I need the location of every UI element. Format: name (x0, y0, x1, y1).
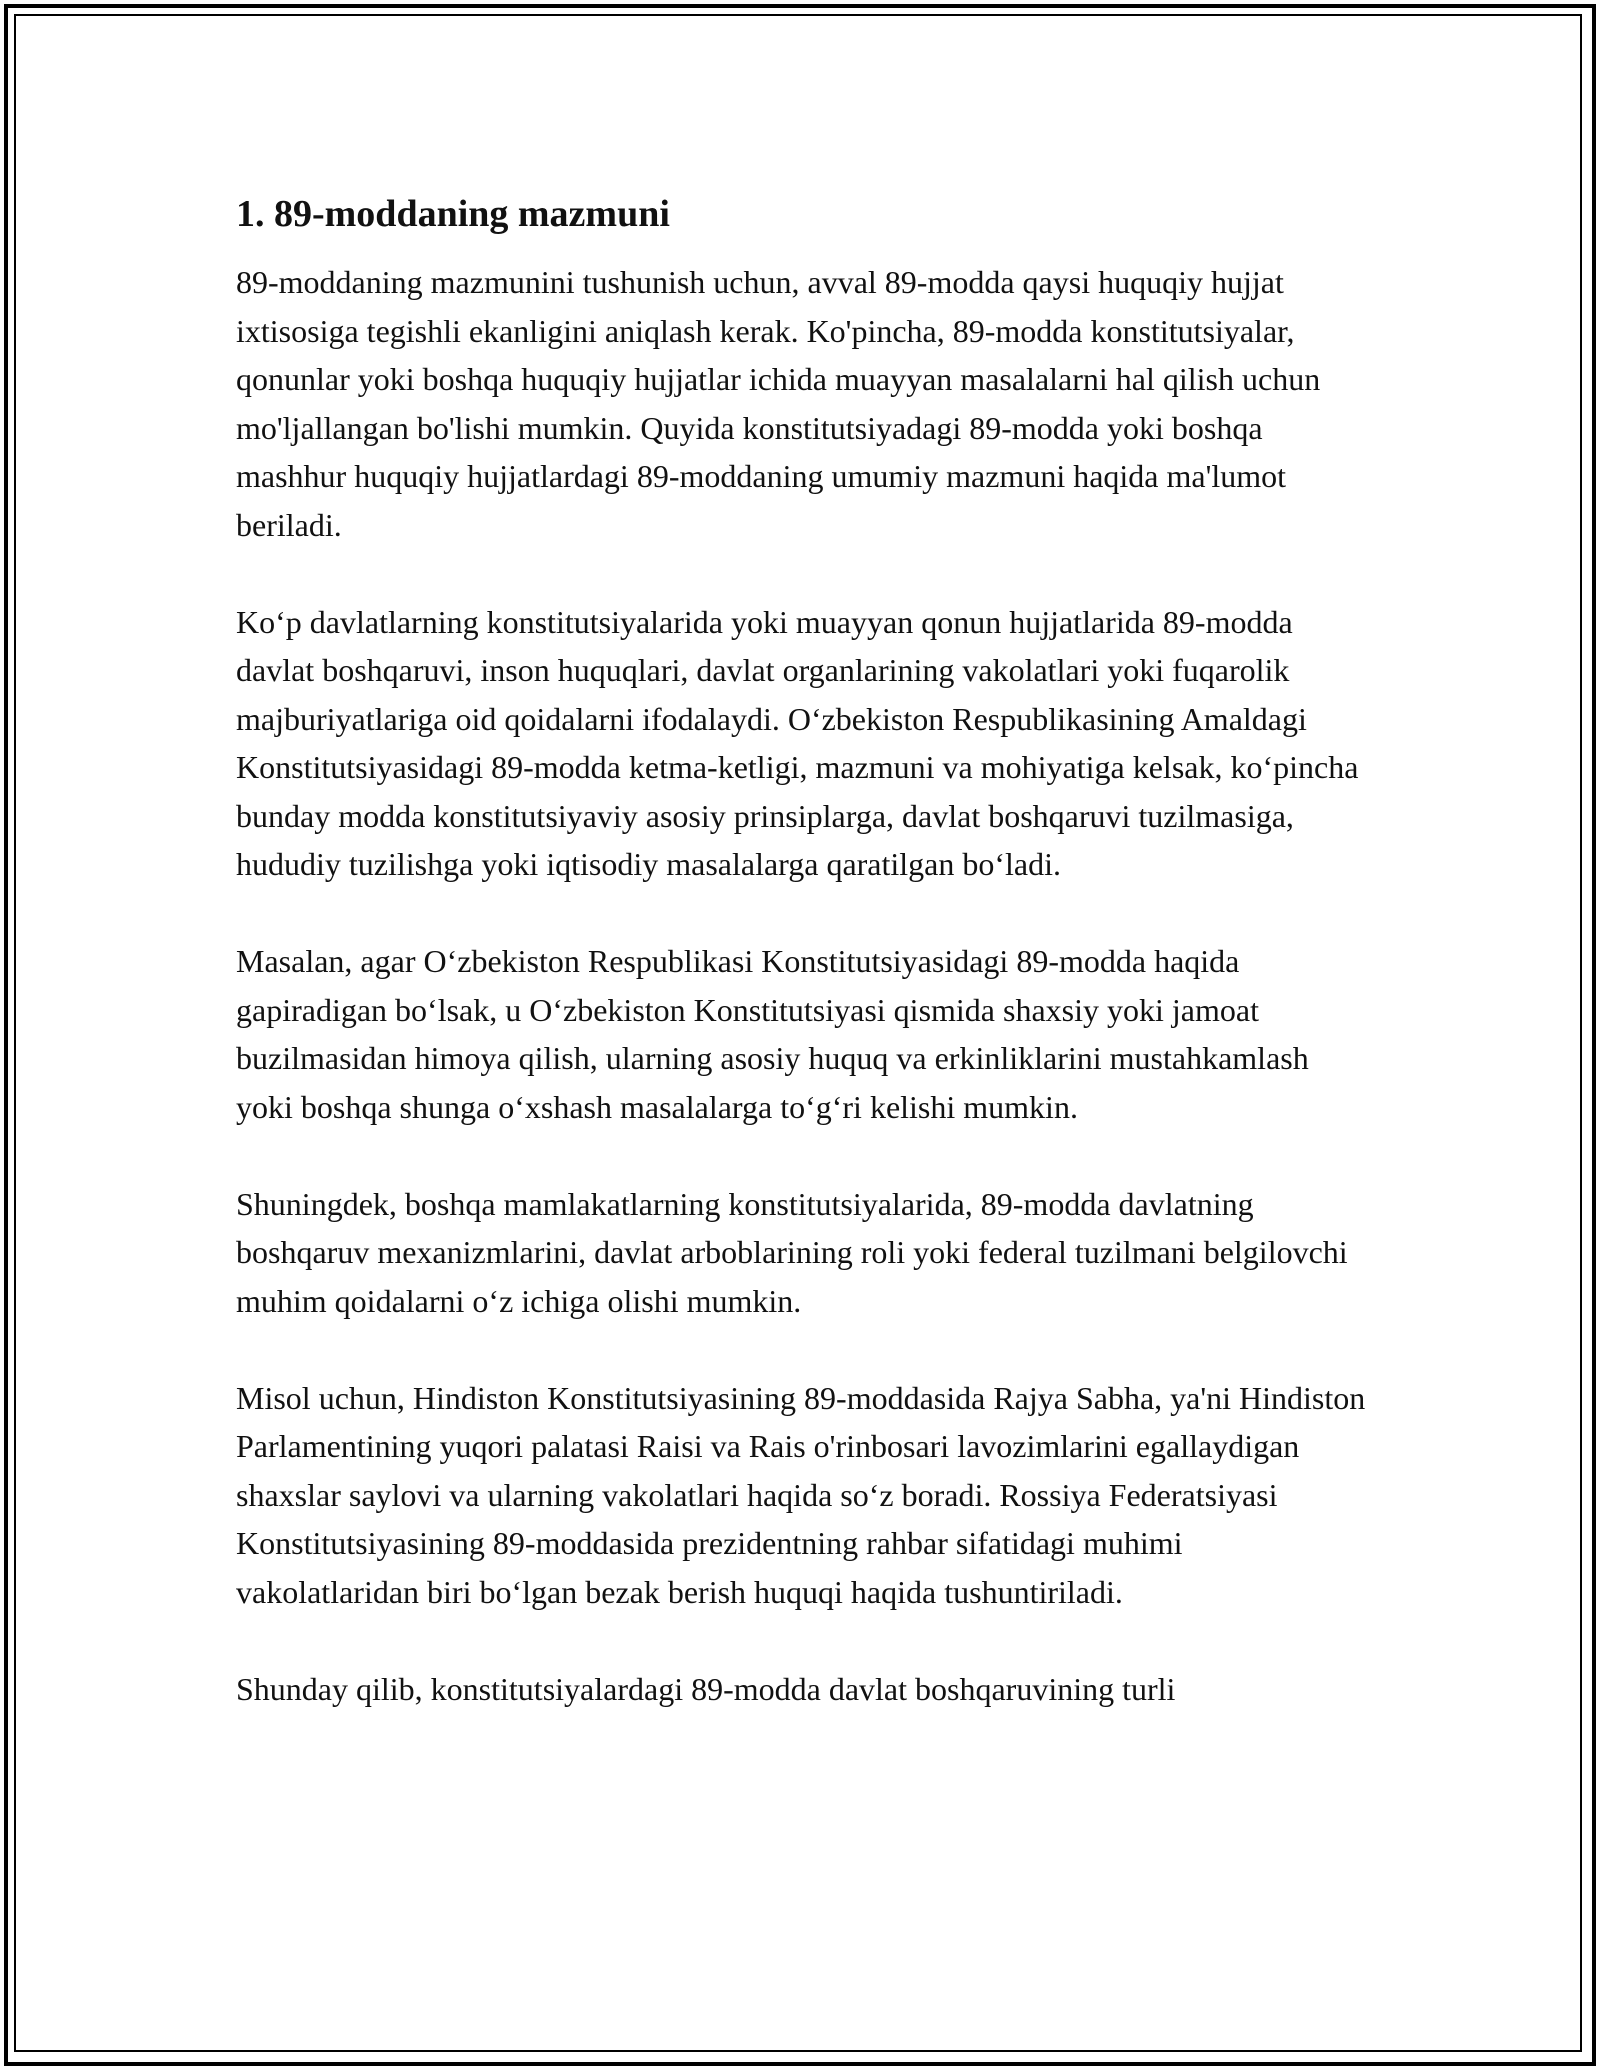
paragraph-2: Koʻp davlatlarning konstitutsiyalarida yoki muayyan qonun hujjatlarida 89-modda davlat boshqaruvi, inson huquqlari, davlat organlarining vakolatlari yoki fuqarolik majburiyatlariga oid qoidalarni ifodalaydi. Oʻzbekiston Respublikasining Amaldagi Konstitutsiyasidagi 89-modda ketma-ketligi, mazmuni va mohiyatiga kelsak, koʻpincha bunday modda konstitutsiyaviy asosiy prinsiplarga, davlat boshqaruvi tuzilmasiga, hududiy tuzilishga yoki iqtisodiy masalalarga qaratilgan boʻladi. (236, 603, 1359, 882)
paragraph-4: Shuningdek, boshqa mamlakatlarning konstitutsiyalarida, 89-modda davlatning boshqaruv mexanizmlarini, davlat arboblarining roli yoki federal tuzilmani belgilovchi muhim qoidalarni oʻz ichiga olishi mumkin. (236, 1185, 1348, 1319)
section-heading: 1. 89-moddaning mazmuni (236, 193, 670, 235)
paragraph-6: Shunday qilib, konstitutsiyalardagi 89-modda davlat boshqaruvining turli (236, 1670, 1176, 1707)
document-body (236, 180, 1366, 1762)
paragraph-1: 89-moddaning mazmunini tushunish uchun, avval 89-modda qaysi huquqiy hujjat ixtisosiga tegishli ekanligini aniqlash kerak. Ko'pincha, 89-modda konstitutsiyalar, qonunlar yoki boshqa huquqiy hujjatlar ichida muayyan masalalarni hal qilish uchun mo'ljallangan bo'lishi mumkin. Quyida konstitutsiyadagi 89-modda yoki boshqa mashhur huquqiy hujjatlardagi 89-moddaning umumiy mazmuni haqida ma'lumot beriladi. (236, 264, 1321, 543)
paragraph-3: Masalan, agar Oʻzbekiston Respublikasi Konstitutsiyasidagi 89-modda haqida gapiradigan boʻlsak, u Oʻzbekiston Konstitutsiyasi qismida shaxsiy yoki jamoat buzilmasidan himoya qilish, ularning asosiy huquq va erkinliklarini mustahkamlash yoki boshqa shunga oʻxshash masalalarga toʻgʻri kelishi mumkin. (236, 943, 1309, 1125)
paragraph-5: Misol uchun, Hindiston Konstitutsiyasining 89-moddasida Rajya Sabha, ya'ni Hindiston Parlamentining yuqori palatasi Raisi va Rais o'rinbosari lavozimlarini egallaydigan shaxslar saylovi va ularning vakolatlari haqida soʻz boradi. Rossiya Federatsiyasi Konstitutsiyasining 89-moddasida prezidentning rahbar sifatidagi muhimi vakolatlaridan biri boʻlgan bezak berish huquqi haqida tushuntiriladi. (236, 1379, 1366, 1610)
